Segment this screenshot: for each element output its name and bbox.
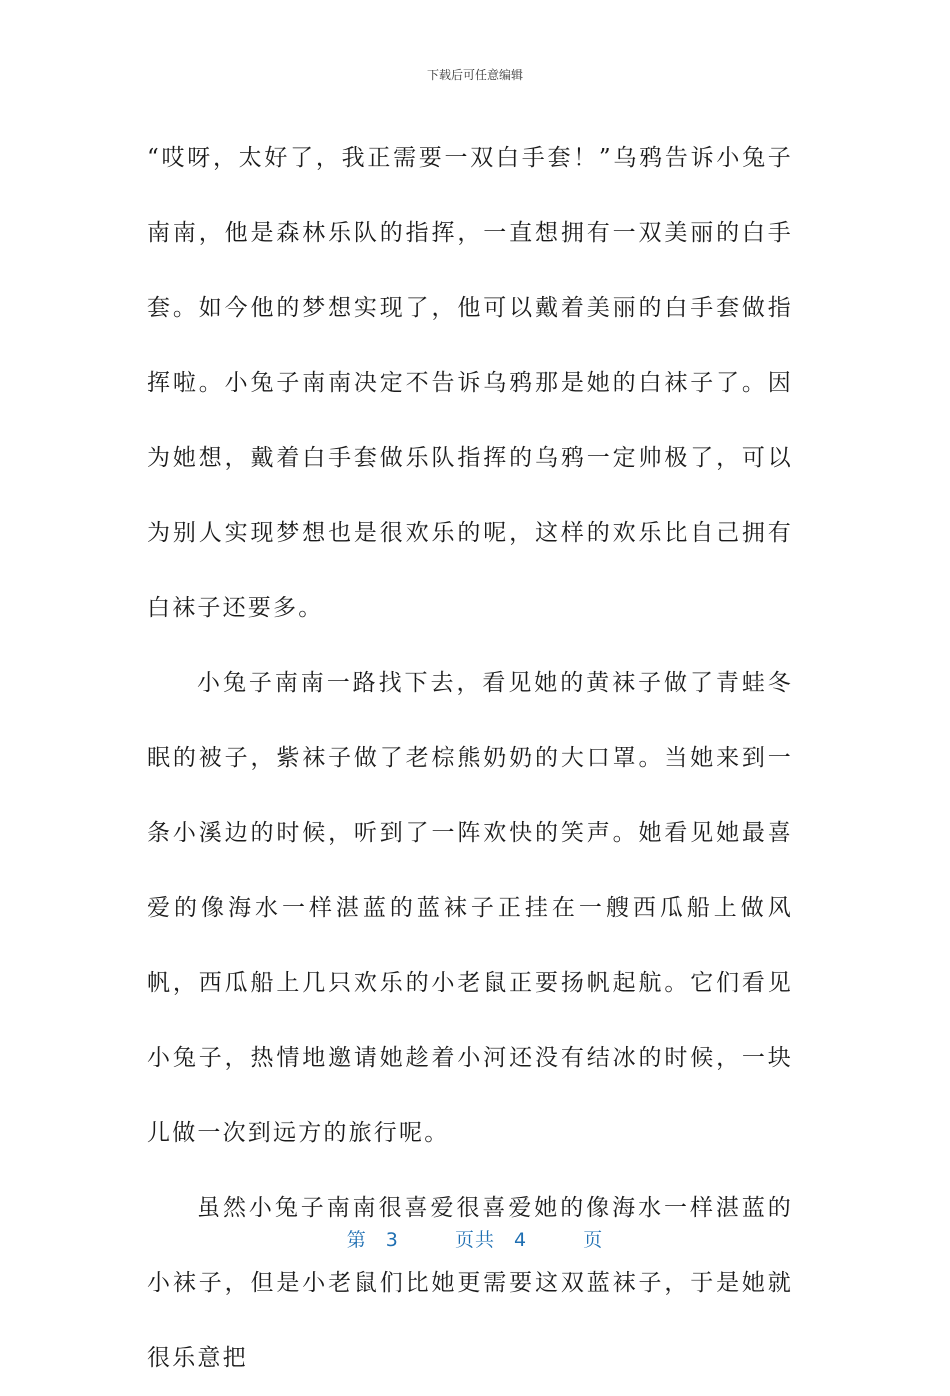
page-header-note: 下载后可任意编辑 bbox=[426, 68, 523, 82]
footer-label-total: 页共 bbox=[454, 1229, 495, 1251]
footer-total-pages: 4 bbox=[514, 1229, 528, 1251]
footer-label-suffix: 页 bbox=[583, 1229, 604, 1251]
footer-current-page: 3 bbox=[385, 1229, 399, 1251]
paragraph-2: 小兔子南南一路找下去，看见她的黄袜子做了青蛙冬眠的被子，紫袜子做了老棕熊奶奶的大口罩。当她来到一条小溪边的时候，听到了一阵欢快的笑声。她看见她最喜爱的像海水一样湛蓝的蓝袜子正挂在一艘西瓜船上做风帆，西瓜船上几只欢乐的小老鼠正要扬帆起航。它们看见小兔子，热情地邀请她趁着小河还没有结冰的时候，一块儿做一次到远方的旅行呢。 bbox=[147, 670, 793, 1146]
paragraph-3: 虽然小兔子南南很喜爱很喜爱她的像海水一样湛蓝的小袜子，但是小老鼠们比她更需要这双蓝袜子，于是她就很乐意把 bbox=[147, 1195, 793, 1371]
footer-label-page: 第 bbox=[346, 1229, 367, 1251]
paragraph-1: “哎呀，太好了，我正需要一双白手套！”乌鸦告诉小兔子南南，他是森林乐队的指挥，一直想拥有一双美丽的白手套。如今他的梦想实现了，他可以戴着美丽的白手套做指挥啦。小兔子南南决定不告诉乌鸦那是她的白袜子了。因为她想，戴着白手套做乐队指挥的乌鸦一定帅极了，可以为别人实现梦想也是很欢乐的呢，这样的欢乐比自己拥有白袜子还要多。 bbox=[147, 145, 793, 621]
page-footer bbox=[0, 1225, 950, 1252]
document-body bbox=[147, 121, 793, 1396]
